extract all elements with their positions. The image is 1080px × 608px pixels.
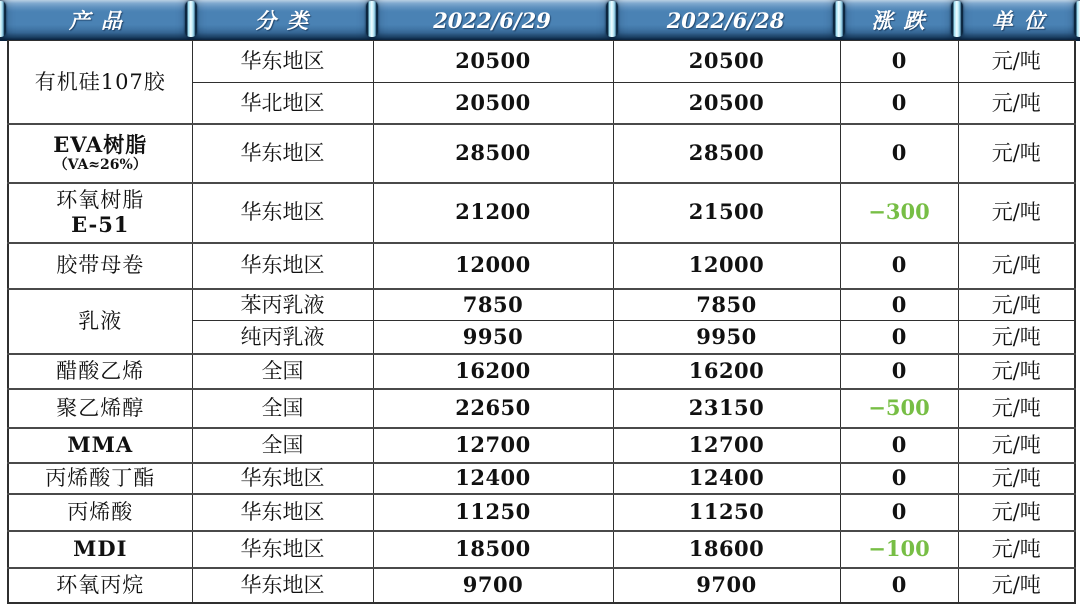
price-new-cell: 9700	[373, 568, 613, 603]
price-old-cell: 16200	[613, 354, 840, 389]
category-cell: 全国	[192, 428, 373, 463]
price-old-cell: 20500	[613, 41, 840, 83]
product-cell: 聚乙烯醇	[8, 389, 192, 428]
price-new-cell: 21200	[373, 183, 613, 243]
price-old-cell: 9950	[613, 321, 840, 354]
product-subtext: （VA≈26%）	[53, 157, 147, 174]
price-old-cell: 21500	[613, 183, 840, 243]
price-old-cell: 20500	[613, 83, 840, 124]
price-old-cell: 18600	[613, 531, 840, 568]
category-cell: 华东地区	[192, 183, 373, 243]
unit-cell: 元/吨	[958, 289, 1075, 321]
table-row	[8, 243, 1075, 289]
table-row	[8, 389, 1075, 428]
price-old-cell: 23150	[613, 389, 840, 428]
header-product: 产品	[0, 0, 191, 40]
category-cell: 华东地区	[192, 531, 373, 568]
price-new-cell: 18500	[373, 531, 613, 568]
table-row	[8, 183, 1075, 243]
table-row	[8, 354, 1075, 389]
unit-cell: 元/吨	[958, 243, 1075, 289]
change-cell: 0	[840, 568, 958, 603]
change-cell: 0	[840, 428, 958, 463]
unit-cell: 元/吨	[958, 321, 1075, 354]
category-cell: 华北地区	[192, 83, 373, 124]
change-cell: 0	[840, 321, 958, 354]
category-cell: 华东地区	[192, 463, 373, 494]
unit-cell: 元/吨	[958, 428, 1075, 463]
product-cell: 胶带母卷	[8, 243, 192, 289]
price-new-cell: 12700	[373, 428, 613, 463]
change-cell: 0	[840, 354, 958, 389]
price-old-cell: 9700	[613, 568, 840, 603]
price-old-cell: 7850	[613, 289, 840, 321]
product-cell: 乳液	[8, 289, 192, 354]
price-new-cell: 20500	[373, 83, 613, 124]
table-row	[8, 124, 1075, 183]
change-cell: 0	[840, 41, 958, 83]
table-row	[8, 41, 1075, 83]
unit-cell: 元/吨	[958, 389, 1075, 428]
product-cell: EVA树脂 （VA≈26%）	[8, 124, 192, 183]
price-old-cell: 12000	[613, 243, 840, 289]
table-row	[8, 531, 1075, 568]
table-row	[8, 494, 1075, 531]
product-cell: 环氧树脂 E-51	[8, 183, 192, 243]
category-cell: 华东地区	[192, 243, 373, 289]
product-cell: 有机硅107胶	[8, 41, 192, 124]
unit-cell: 元/吨	[958, 494, 1075, 531]
price-new-cell: 22650	[373, 389, 613, 428]
price-new-cell: 16200	[373, 354, 613, 389]
product-cell: 丙烯酸丁酯	[8, 463, 192, 494]
change-cell: 0	[840, 463, 958, 494]
category-cell: 全国	[192, 354, 373, 389]
header-date-old: 2022/6/28	[612, 0, 839, 40]
product-cell: 环氧丙烷	[8, 568, 192, 603]
header-change: 涨跌	[839, 0, 957, 40]
header-category: 分类	[191, 0, 372, 40]
change-cell: 0	[840, 124, 958, 183]
price-old-cell: 28500	[613, 124, 840, 183]
table-header-row	[0, 0, 1080, 41]
table-row	[8, 289, 1075, 321]
category-cell: 华东地区	[192, 568, 373, 603]
change-cell: −300	[840, 183, 958, 243]
category-cell: 苯丙乳液	[192, 289, 373, 321]
header-unit: 单位	[957, 0, 1080, 40]
change-cell: −500	[840, 389, 958, 428]
product-subtext: E-51	[71, 211, 130, 237]
category-cell: 纯丙乳液	[192, 321, 373, 354]
unit-cell: 元/吨	[958, 354, 1075, 389]
change-cell: 0	[840, 243, 958, 289]
header-date-new: 2022/6/29	[372, 0, 612, 40]
change-cell: 0	[840, 289, 958, 321]
unit-cell: 元/吨	[958, 124, 1075, 183]
unit-cell: 元/吨	[958, 83, 1075, 124]
category-cell: 全国	[192, 389, 373, 428]
unit-cell: 元/吨	[958, 531, 1075, 568]
change-cell: 0	[840, 83, 958, 124]
unit-cell: 元/吨	[958, 183, 1075, 243]
price-new-cell: 28500	[373, 124, 613, 183]
price-new-cell: 7850	[373, 289, 613, 321]
category-cell: 华东地区	[192, 41, 373, 83]
price-table	[7, 40, 1076, 604]
price-new-cell: 12000	[373, 243, 613, 289]
change-cell: 0	[840, 494, 958, 531]
unit-cell: 元/吨	[958, 463, 1075, 494]
table-row	[8, 428, 1075, 463]
price-new-cell: 20500	[373, 41, 613, 83]
category-cell: 华东地区	[192, 124, 373, 183]
change-cell: −100	[840, 531, 958, 568]
product-cell: MDI	[8, 531, 192, 568]
product-cell: MMA	[8, 428, 192, 463]
price-new-cell: 11250	[373, 494, 613, 531]
price-old-cell: 12400	[613, 463, 840, 494]
price-new-cell: 9950	[373, 321, 613, 354]
unit-cell: 元/吨	[958, 41, 1075, 83]
price-new-cell: 12400	[373, 463, 613, 494]
product-cell: 丙烯酸	[8, 494, 192, 531]
table-row	[8, 568, 1075, 603]
category-cell: 华东地区	[192, 494, 373, 531]
product-cell: 醋酸乙烯	[8, 354, 192, 389]
price-old-cell: 11250	[613, 494, 840, 531]
unit-cell: 元/吨	[958, 568, 1075, 603]
table-row	[8, 463, 1075, 494]
price-old-cell: 12700	[613, 428, 840, 463]
